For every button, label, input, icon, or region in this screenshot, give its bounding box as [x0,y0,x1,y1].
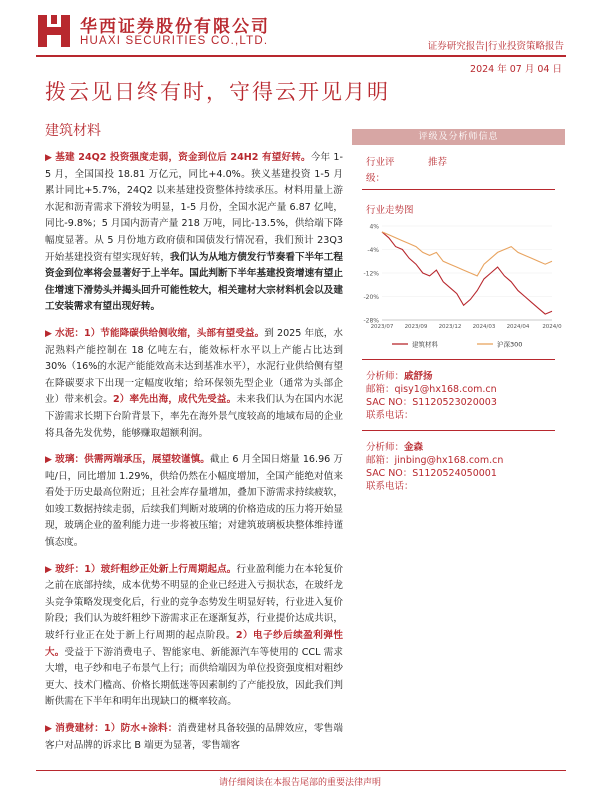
x-tick-label: 2023/12 [438,324,462,330]
analyst-card-1: 分析师：戚舒扬 邮箱：qisy1@hx168.com.cn SAC NO：S1120523020003 联系电话： [366,371,497,421]
report-header [0,0,600,75]
trend-chart-svg [352,220,565,355]
legend-label: 建筑材料 [412,340,438,349]
x-tick-label: 2024/0 [542,324,562,330]
company-name-en: HUAXI SECURITIES CO.,LTD. [80,35,269,47]
header-divider [36,55,566,57]
analyst-card-2: 分析师：金森 邮箱：jinbing@hx168.com.cn SAC NO：S1120524050001 联系电话： [366,442,504,492]
legend-label: 沪深300 [497,340,523,349]
report-date: 2024 年 07 月 04 日 [470,64,562,75]
report-body [45,150,343,764]
paragraph-consumer-materials: ▶ 消费建材：1）防水+涂料：消费建材具备较强的品牌效应，零售端客户对品牌的诉求比 B 端更为显著，零售端客 [45,723,344,751]
y-tick-label: 4% [369,223,379,231]
legal-notice[interactable]: 请仔细阅读在本报告尾部的重要法律声明 [218,778,381,788]
sidebar-header: 评级及分析师信息 [352,129,565,145]
report-title: 拨云见日终有时，守得云开见月明 [45,80,390,104]
y-tick-label: -28% [363,317,379,325]
x-tick-label: 2024/03 [472,324,496,330]
bullet-icon: ▶ [45,724,53,734]
industry-name: 建筑材料 [45,123,101,139]
analyst-phone-label: 联系电话： [366,481,414,492]
footer-divider [36,770,566,771]
chart-title: 行业走势图 [366,205,414,216]
y-tick-label: -20% [363,294,379,301]
rating-value: 推荐 [428,157,448,168]
sidebar-divider [362,189,555,190]
bullet-icon: ▶ [45,455,53,466]
paragraph-fiberglass: ▶ 玻纤：1）玻纤粗纱正处新上行周期起点。行业盈利能力在本轮复价之前在底部持续，成本优势不明显的企业已经进入亏损状态，在玻纤龙头竞争策略发现变化后，行业的竞争态势发生明显好转，行业进入复价阶段；我们认为玻纤粗纱下游需求正在逐渐复苏，行业提价达成共识，玻纤行业正在处于新上行周期的起点阶段。2）电子纱后续盈利弹性大。受益于下游消费电子、智能家电、新能源汽车等使用的 CCL 需求大增，电子纱和电子布景气上行；而供给端因为单位投资强度相对粗纱更大、技术门槛高、价格长期低迷等因素制约了产能投放，因此我们判断供需在下半年和明年出现缺口的概率较高。 [45,563,344,708]
bullet-icon: ▶ [45,153,53,163]
company-name-cn: 华西证券股份有限公司 [80,17,270,37]
paragraph-glass: ▶ 玻璃：供需两端承压，展望较谨慎。截止 6 月全国日熔量 16.96 万吨/日，同比增加 1.29%，供给仍然在小幅度增加，全国产能绝对值来看处于历史最高位附近；且社会库存量增加，叠加下游需求持续疲软，如竣工数据持续走弱，后续我们判断对玻璃的价格造成的压力将开始显现，玻璃企业的盈利能力进一步将被压缩；对建筑玻璃板块整体维持谨慎态度。 [45,454,344,549]
analyst-sac: S1120524050001 [412,468,497,479]
huaxi-logo-icon [36,13,72,49]
x-tick-label: 2023/09 [404,324,428,330]
paragraph-infrastructure: ▶ 基建 24Q2 投资强度走弱，资金到位后 24H2 有望好转。今年 1-5 月，全国国投 18.81 万亿元，同比+4.0%。狭义基建投资 1-5 月累计同比+5.7%，24Q2 以来基建投资整体持续承压。材料用量上游水泥和沥青需求下滑较为明显，1-5 月份，全国水泥产量 6.87 亿吨，同比-9.8%；5 月国内沥青产量 218 万吨，同比-13.5%，供给端下降幅度显著。从 5 月份地方政府债和国债发行情况看，我们预计 23Q3 开始基建投资有望实现好转，我们认为从地方债发行节奏看下半年工程资金到位率将会显著好于上半年。国此判断下半年基建投资增速有望止住增速下滑势头并揭头回升可能性较大，相关建材大宗材料机会以及建工安装需求有望出现好转。 [45,152,344,313]
analyst-name: 戚舒扬 [404,371,433,382]
sidebar-divider [362,359,555,360]
y-tick-label: -12% [363,270,379,278]
analyst-email[interactable]: qisy1@hx168.com.cn [394,384,497,395]
x-tick-label: 2023/07 [370,324,394,330]
analyst-email[interactable]: jinbing@hx168.com.cn [394,455,504,466]
analyst-phone-label: 联系电话： [366,410,414,421]
paragraph-cement: ▶ 水泥：1）节能降碳供给侧收缩，头部有望受益。到 2025 年底，水泥熟料产能控制在 18 亿吨左右，能效标杆水平以上产能占比达到 30%（16%的水泥产能能效高未达到基准水平），水泥行业供给侧有望在降碳要求下出现一定幅度收缩；给环保领先型企业（通常为头部企业）带来机会。2）率先出海，成代先受益。未来我们认为在国内水泥下游需求长期下台阶背景下，率先在海外景气度较高的地域布局的企业将具备先发优势，能够赚取超额利润。 [45,327,344,439]
rating-label: 行业评级： [366,157,395,184]
x-tick-label: 2024/04 [506,324,530,330]
industry-rating [352,155,565,189]
sidebar-divider [362,430,555,431]
bullet-icon: ▶ [45,564,53,575]
series-line-1 [382,232,552,276]
rating-sidebar [352,129,565,493]
bullet-icon: ▶ [45,328,52,339]
industry-trend-chart [352,220,565,355]
analyst-sac: S1120523020003 [412,397,497,408]
y-tick-label: -4% [367,247,379,254]
report-type: 证券研究报告|行业投资策略报告 [427,41,564,52]
analyst-name: 金森 [404,442,424,453]
